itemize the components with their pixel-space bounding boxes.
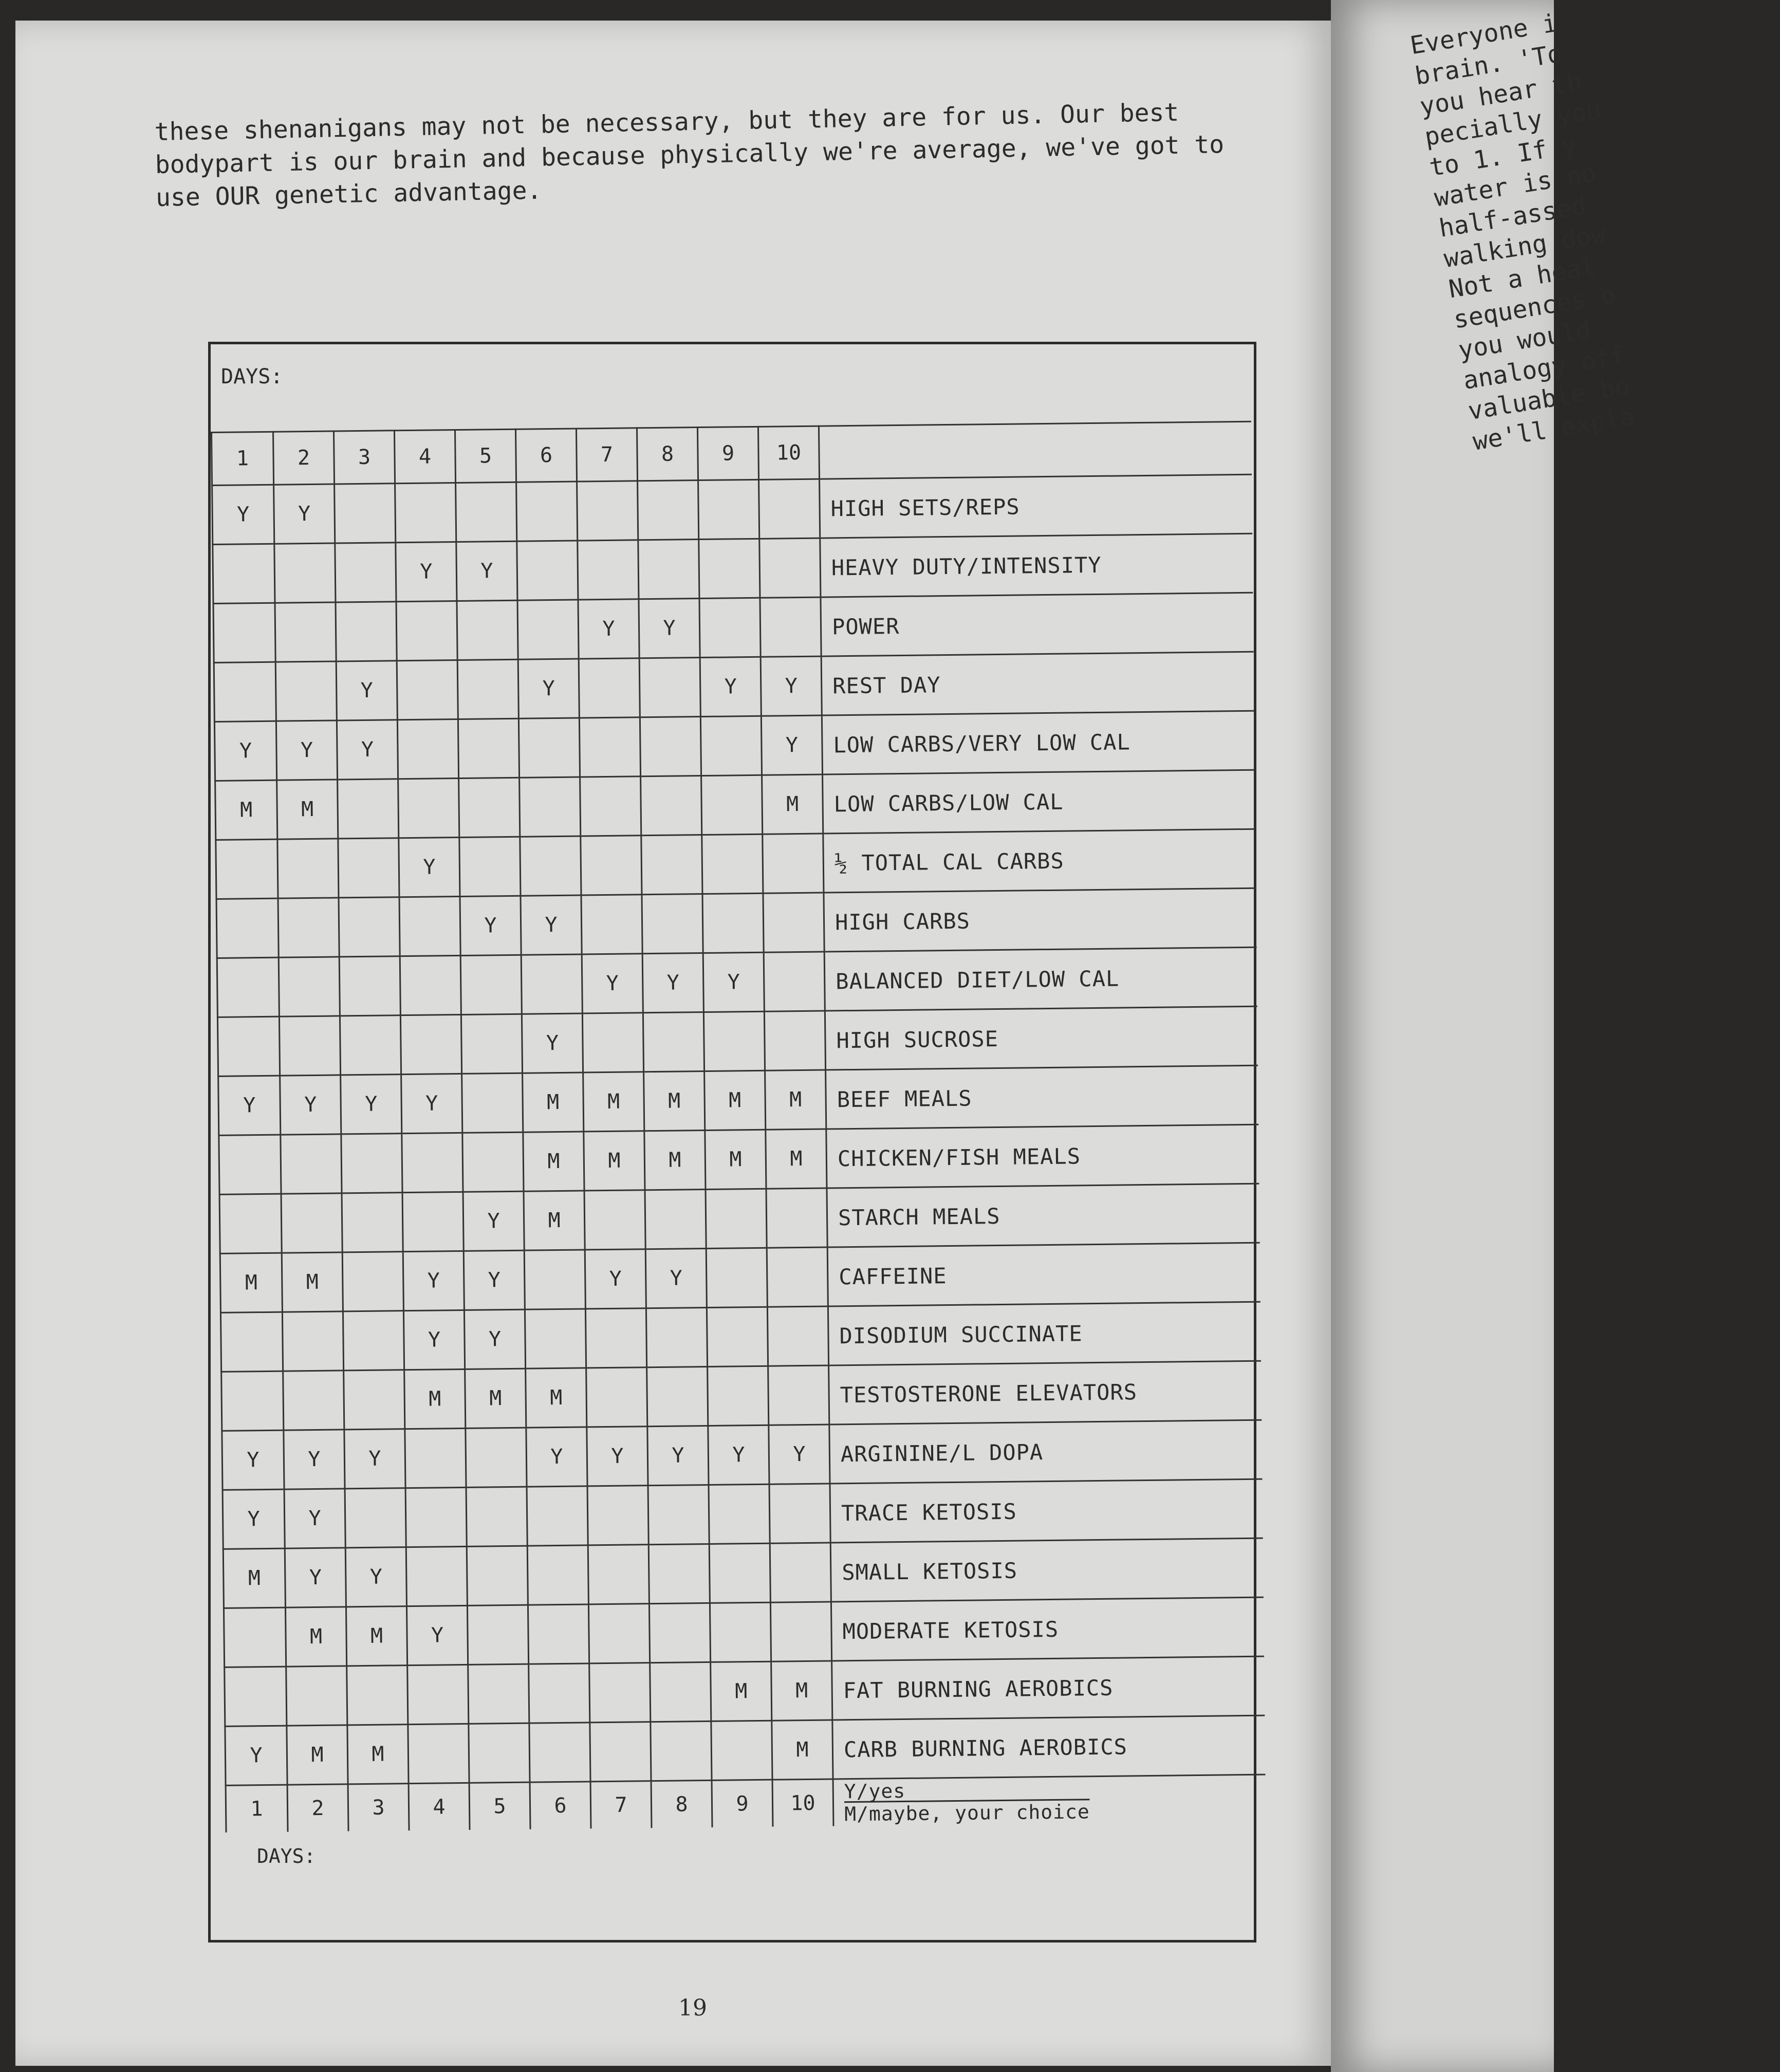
day-cell — [459, 778, 520, 837]
day-cell: Y — [585, 1249, 646, 1309]
legend — [833, 1774, 1266, 1826]
table-row — [213, 533, 1253, 603]
day-cell: Y — [521, 895, 582, 955]
day-cell: M — [711, 1661, 772, 1721]
day-cell — [516, 482, 578, 541]
day-cell: Y — [218, 1076, 281, 1135]
header-blank — [819, 421, 1252, 479]
table-row — [217, 1006, 1258, 1076]
day-cell: Y — [700, 657, 761, 716]
day-cell — [759, 538, 821, 598]
day-cell: M — [772, 1720, 833, 1780]
day-cell: Y — [337, 720, 398, 780]
diet-training-chart — [208, 342, 1256, 1942]
day-cell — [520, 836, 581, 896]
day-cell: M — [766, 1129, 827, 1189]
day-cell — [224, 1607, 286, 1667]
day-cell: Y — [582, 954, 643, 1013]
day-cell: 8 — [637, 428, 698, 481]
day-cell: 2 — [287, 1784, 348, 1832]
table-row — [214, 711, 1255, 781]
day-cell — [396, 601, 457, 661]
day-cell — [650, 1662, 711, 1722]
day-cell — [766, 1188, 827, 1248]
day-cell: M — [215, 780, 277, 840]
day-cell: Y — [396, 542, 457, 602]
day-cell: M — [644, 1071, 705, 1131]
day-cell: Y — [642, 953, 703, 1013]
day-cell: Y — [518, 659, 579, 718]
day-cell: 6 — [530, 1782, 591, 1829]
table-row — [215, 770, 1256, 840]
day-cell — [702, 834, 763, 894]
day-cell: 7 — [576, 428, 637, 482]
day-cell: M — [287, 1725, 348, 1785]
day-cell — [402, 1192, 463, 1251]
day-cell — [641, 835, 702, 895]
day-cell: Y — [708, 1425, 769, 1485]
day-cell: Y — [399, 837, 460, 897]
row-label: ARGININE/L DOPA — [829, 1420, 1263, 1484]
day-cell: Y — [336, 661, 397, 720]
day-cell — [338, 838, 399, 898]
table-row — [222, 1420, 1263, 1490]
day-cell — [274, 543, 336, 603]
day-cell — [525, 1309, 586, 1368]
row-label: TRACE KETOSIS — [830, 1479, 1263, 1543]
table-row — [216, 829, 1256, 899]
day-cell — [646, 1307, 707, 1367]
day-cell — [588, 1545, 649, 1604]
day-cell — [279, 957, 340, 1016]
row-label: CARB BURNING AEROBICS — [832, 1715, 1266, 1779]
day-cell — [395, 483, 456, 543]
day-cell — [640, 717, 701, 776]
day-cell — [342, 1252, 403, 1311]
day-cell: Y — [703, 952, 764, 1012]
day-cell: Y — [464, 1309, 525, 1369]
day-cell — [219, 1135, 281, 1194]
day-cell: M — [583, 1072, 644, 1132]
table-row — [220, 1243, 1260, 1312]
day-cell — [335, 543, 396, 602]
day-cell — [347, 1666, 408, 1725]
day-cell: Y — [463, 1250, 525, 1310]
day-cell — [707, 1307, 768, 1366]
day-cell: Y — [222, 1430, 284, 1490]
day-cell: M — [223, 1548, 285, 1608]
day-cell: Y — [578, 599, 639, 659]
day-cell — [648, 1544, 710, 1603]
days-footer-label: DAYS: — [257, 1845, 316, 1867]
right-page-text: Everyone i brain. 'To you hear th pecially you to 1. If y water is no half-assed walking dow Not a heal sequences o you would analogy off valuable bo we'll expla — [1408, 8, 1637, 456]
day-cell: Y — [769, 1424, 830, 1484]
day-cell: M — [523, 1132, 584, 1191]
day-cell — [345, 1488, 406, 1548]
day-cell — [457, 659, 518, 719]
day-cell — [521, 954, 582, 1014]
row-label: HEAVY DUTY/INTENSITY — [820, 533, 1253, 597]
row-label: MODERATE KETOSIS — [831, 1597, 1264, 1661]
day-cell — [645, 1189, 706, 1249]
day-cell — [767, 1306, 828, 1366]
day-cell — [529, 1663, 590, 1723]
day-cell — [638, 540, 699, 599]
day-cell: Y — [645, 1248, 707, 1308]
days-header-label: DAYS: — [221, 365, 283, 388]
day-cell: 10 — [772, 1779, 833, 1827]
day-cell — [283, 1371, 344, 1430]
day-cell: Y — [284, 1489, 345, 1548]
day-cell: M — [346, 1606, 407, 1666]
table-row — [219, 1124, 1259, 1194]
day-cell — [225, 1667, 287, 1726]
day-cell — [400, 955, 461, 1015]
day-cell — [764, 1011, 825, 1070]
day-cell — [763, 893, 824, 952]
day-cell — [524, 1250, 585, 1309]
day-cell: 10 — [758, 426, 819, 479]
table-row — [218, 1065, 1259, 1135]
row-label: TESTOSTERONE ELEVATORS — [829, 1361, 1262, 1424]
day-cell: Y — [761, 656, 822, 716]
day-cell — [342, 1193, 403, 1252]
row-label: CAFFEINE — [827, 1243, 1260, 1306]
day-cell: Y — [222, 1489, 285, 1549]
day-cell — [339, 956, 400, 1016]
day-cell — [339, 897, 400, 957]
day-cell — [703, 1011, 765, 1071]
day-cell — [699, 539, 760, 598]
day-cell: Y — [225, 1726, 287, 1785]
table-row — [225, 1715, 1266, 1785]
day-cell — [398, 778, 459, 838]
day-cell: 9 — [712, 1780, 773, 1827]
day-cell: 1 — [212, 432, 274, 485]
legend-yes: Y/yes — [844, 1779, 906, 1803]
day-cell — [277, 839, 339, 898]
day-cell: Y — [463, 1191, 524, 1251]
day-cell — [710, 1602, 771, 1662]
day-cell — [457, 600, 518, 660]
day-cell: Y — [401, 1074, 462, 1133]
day-cell — [520, 777, 581, 837]
day-cell: Y — [285, 1548, 346, 1607]
day-cell: M — [465, 1368, 526, 1428]
day-cell — [581, 895, 642, 954]
day-cell: M — [285, 1607, 346, 1667]
day-cell — [517, 541, 578, 600]
day-cell — [341, 1134, 402, 1193]
day-cell — [529, 1723, 590, 1782]
day-cell: Y — [403, 1310, 465, 1370]
row-label: SMALL KETOSIS — [830, 1538, 1264, 1602]
day-cell — [768, 1365, 829, 1425]
day-cell — [335, 484, 396, 543]
day-cell — [767, 1247, 828, 1307]
row-label: LOW CARBS/LOW CAL — [823, 770, 1256, 834]
day-cell: 6 — [515, 429, 577, 482]
day-cell — [582, 1013, 643, 1072]
day-cell: 4 — [409, 1783, 470, 1830]
day-cell — [764, 952, 825, 1011]
table-row — [212, 474, 1253, 544]
row-label: DISODIUM SUCCINATE — [828, 1302, 1261, 1365]
row-label: BALANCED DIET/LOW CAL — [824, 947, 1257, 1011]
day-cell: Y — [276, 720, 337, 780]
day-cell — [217, 1016, 280, 1076]
day-cell — [405, 1487, 467, 1547]
day-cell — [402, 1133, 463, 1192]
day-cell: Y — [526, 1427, 587, 1487]
day-cell — [468, 1664, 529, 1724]
day-cell: Y — [345, 1547, 406, 1607]
day-cell — [458, 718, 519, 778]
day-cell — [763, 834, 824, 893]
right-page — [1331, 0, 1637, 2072]
day-cell — [217, 957, 279, 1017]
day-cell — [580, 776, 641, 836]
day-cell: M — [584, 1131, 645, 1191]
day-cell: 9 — [697, 427, 758, 480]
table-row — [225, 1656, 1265, 1726]
day-cell: M — [705, 1130, 766, 1189]
day-cell — [220, 1312, 283, 1372]
day-cell — [275, 661, 337, 721]
day-cell — [213, 603, 275, 662]
day-cell: Y — [280, 1075, 341, 1135]
day-cell — [408, 1724, 469, 1783]
day-cell — [219, 1194, 282, 1253]
day-cell: 5 — [455, 429, 516, 483]
day-cell — [639, 658, 700, 717]
day-cell: Y — [214, 721, 276, 781]
day-cell: M — [404, 1369, 466, 1429]
day-cell: M — [347, 1725, 409, 1784]
day-cell: M — [526, 1368, 587, 1428]
row-label: FAT BURNING AEROBICS — [832, 1656, 1265, 1720]
day-cell: 4 — [394, 430, 455, 484]
day-cell: 5 — [469, 1782, 530, 1830]
day-cell — [456, 482, 517, 542]
day-cell — [397, 660, 458, 719]
row-label: STARCH MEALS — [827, 1183, 1260, 1247]
table-row — [224, 1597, 1264, 1667]
day-cell — [518, 718, 580, 778]
page-number: 19 — [678, 1995, 707, 2021]
day-cell: Y — [456, 541, 517, 601]
day-cell — [590, 1722, 651, 1782]
day-cell: 3 — [334, 431, 395, 484]
day-cell: Y — [344, 1429, 405, 1489]
day-cell: Y — [406, 1605, 468, 1665]
day-cell — [461, 1014, 522, 1074]
day-cell — [577, 481, 638, 541]
day-cell — [466, 1428, 527, 1487]
day-cell — [336, 602, 397, 661]
day-cell — [584, 1190, 645, 1250]
table-row — [219, 1183, 1260, 1253]
day-cell — [282, 1311, 343, 1371]
day-cell — [406, 1546, 467, 1606]
day-cell: Y — [761, 715, 822, 775]
day-cell — [709, 1543, 770, 1603]
day-cell — [517, 600, 579, 659]
day-cell — [338, 779, 399, 839]
day-cell — [460, 955, 522, 1014]
day-cell: Y — [212, 485, 274, 544]
day-cell: M — [765, 1070, 826, 1130]
day-cell — [459, 837, 521, 896]
table-row — [222, 1479, 1263, 1549]
day-cell — [407, 1664, 469, 1724]
day-cell — [400, 1014, 461, 1074]
day-cell: 7 — [590, 1781, 652, 1829]
day-cell — [397, 719, 458, 779]
day-cell: Y — [341, 1075, 402, 1134]
day-cell — [649, 1603, 710, 1662]
day-cell: M — [644, 1131, 706, 1190]
day-cell — [221, 1371, 284, 1431]
day-cell — [469, 1723, 530, 1783]
day-cell: 1 — [226, 1785, 288, 1833]
day-cell — [213, 544, 275, 603]
day-cell — [286, 1666, 347, 1726]
left-page — [15, 21, 1331, 2066]
day-cell: M — [771, 1661, 832, 1720]
day-cell — [700, 716, 762, 775]
schedule-table — [211, 421, 1266, 1833]
day-cell — [701, 775, 763, 835]
day-cell — [708, 1366, 769, 1426]
day-cell: M — [524, 1191, 585, 1250]
day-cell: M — [762, 774, 823, 834]
day-cell — [643, 1012, 704, 1072]
day-cell — [467, 1605, 528, 1664]
day-cell: Y — [274, 484, 335, 544]
day-cell — [638, 480, 699, 540]
day-cell — [702, 893, 764, 953]
day-cell — [579, 658, 640, 718]
day-cell — [579, 717, 640, 777]
day-cell — [770, 1543, 831, 1602]
day-cell — [343, 1311, 404, 1371]
day-cell — [711, 1720, 772, 1780]
intro-paragraph: these shenanigans may not be necessary, but they are for us. Our best bodypart is our brain and because physically we're average, we've got to use OUR genetic advantage. — [154, 98, 1225, 212]
day-cell — [467, 1546, 528, 1605]
day-cell: 8 — [651, 1780, 712, 1828]
row-label: CHICKEN/FISH MEALS — [826, 1124, 1259, 1188]
day-cell — [587, 1486, 648, 1545]
day-cell — [769, 1484, 830, 1543]
day-cell: M — [277, 780, 338, 839]
table-row — [220, 1302, 1261, 1372]
day-cell — [214, 662, 276, 721]
day-cell: Y — [460, 896, 521, 955]
legend-maybe: M/maybe, your choice — [844, 1800, 1090, 1826]
day-cell — [699, 598, 761, 657]
day-cell — [760, 597, 821, 657]
day-cell: Y — [639, 599, 700, 658]
day-cell — [281, 1134, 342, 1194]
day-cell — [651, 1721, 712, 1781]
day-cell — [641, 776, 702, 836]
day-cell — [278, 898, 339, 957]
table-row — [217, 947, 1257, 1017]
day-cell — [527, 1545, 588, 1605]
day-cell — [275, 602, 336, 662]
day-cell — [706, 1189, 767, 1248]
day-cell — [642, 894, 703, 954]
row-label: POWER — [821, 593, 1254, 656]
day-cell: Y — [284, 1430, 345, 1489]
day-cell — [340, 1015, 401, 1075]
table-row — [213, 593, 1254, 662]
day-cell — [647, 1366, 708, 1426]
day-cell — [578, 540, 639, 600]
day-cell — [462, 1073, 523, 1133]
day-cell — [706, 1248, 767, 1307]
table-row — [221, 1361, 1262, 1431]
day-cell — [588, 1604, 650, 1663]
day-cell — [399, 896, 460, 956]
day-cell — [759, 479, 820, 539]
day-cell — [698, 479, 759, 539]
day-cell — [216, 898, 279, 958]
table-row — [216, 888, 1257, 958]
day-cell: 3 — [348, 1784, 409, 1831]
day-cell: M — [523, 1072, 584, 1132]
day-cell: M — [220, 1253, 282, 1312]
day-cell: M — [282, 1252, 343, 1312]
day-cell: Y — [587, 1427, 648, 1486]
day-cell — [709, 1484, 770, 1544]
day-cell — [281, 1193, 342, 1253]
row-label: ½ TOTAL CAL CARBS — [823, 829, 1256, 893]
day-cell — [770, 1602, 831, 1661]
day-cell: 2 — [273, 431, 335, 485]
row-label: LOW CARBS/VERY LOW CAL — [822, 711, 1255, 774]
row-label: HIGH SETS/REPS — [820, 474, 1253, 538]
row-label: BEEF MEALS — [826, 1065, 1259, 1129]
row-label: REST DAY — [821, 652, 1254, 715]
day-cell — [405, 1428, 466, 1488]
table-row — [223, 1538, 1264, 1608]
day-cell — [581, 836, 642, 895]
day-cell: M — [704, 1070, 766, 1130]
table-row — [214, 652, 1254, 721]
day-cell — [528, 1604, 589, 1664]
day-cell — [585, 1308, 646, 1368]
day-cell — [466, 1487, 527, 1546]
day-cell — [586, 1367, 647, 1427]
day-cell — [279, 1016, 340, 1076]
day-cell — [589, 1663, 651, 1723]
day-cell — [648, 1485, 709, 1544]
day-cell: Y — [403, 1251, 464, 1310]
row-label: HIGH SUCROSE — [825, 1006, 1258, 1070]
day-cell: Y — [647, 1426, 709, 1485]
day-cell — [462, 1132, 524, 1192]
day-cell — [527, 1486, 588, 1546]
day-cell: Y — [522, 1013, 583, 1073]
day-cell — [216, 839, 278, 899]
row-label: HIGH CARBS — [824, 888, 1257, 952]
day-cell — [344, 1370, 405, 1430]
